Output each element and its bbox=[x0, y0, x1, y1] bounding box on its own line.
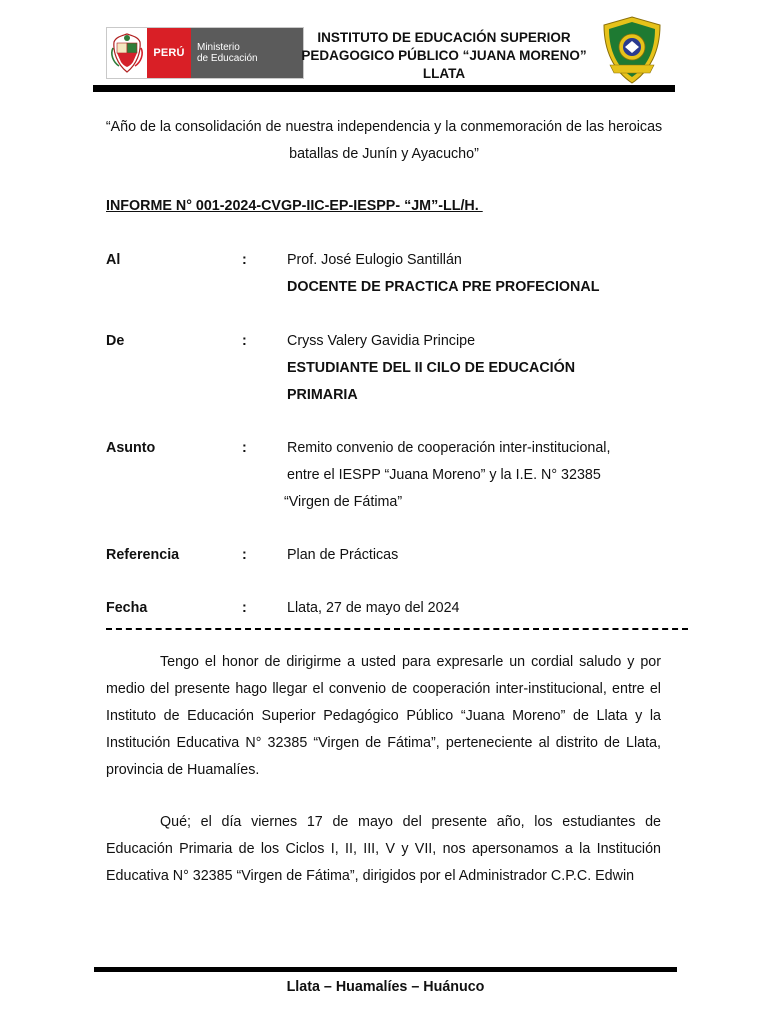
ministry-name-line1: Ministerio bbox=[197, 42, 240, 53]
ministry-logo bbox=[106, 27, 304, 79]
footer-location: Llata – Huamalíes – Huánuco bbox=[286, 979, 485, 995]
field-referencia-colon: : bbox=[242, 547, 247, 563]
field-asunto-label: Asunto bbox=[106, 440, 156, 456]
institution-title-line2: PEDAGOGICO PÚBLICO “JUANA MORENO” bbox=[301, 48, 587, 63]
body-paragraph-1 bbox=[106, 649, 661, 784]
field-al-value bbox=[287, 247, 599, 301]
field-asunto-colon: : bbox=[242, 440, 247, 456]
recipient-role: DOCENTE DE PRACTICA PRE PROFECIONAL bbox=[287, 279, 600, 295]
recipient-name: Prof. José Eulogio Santillán bbox=[287, 252, 462, 268]
sender-role-line1: ESTUDIANTE DEL II CILO DE EDUCACIÓN bbox=[287, 360, 576, 376]
subject-line3: “Virgen de Fátima” bbox=[284, 494, 403, 510]
institution-crest-icon bbox=[600, 15, 664, 85]
field-fecha-value: Llata, 27 de mayo del 2024 bbox=[287, 600, 460, 616]
body-paragraph-2 bbox=[106, 809, 661, 890]
field-de-label: De bbox=[106, 333, 125, 349]
sender-role-line2: PRIMARIA bbox=[287, 387, 358, 403]
field-de-value bbox=[287, 328, 575, 409]
institution-title bbox=[300, 29, 588, 83]
field-referencia-value: Plan de Prácticas bbox=[287, 547, 399, 563]
institution-title-line3: LLATA bbox=[422, 66, 466, 81]
sender-name: Cryss Valery Gavidia Principe bbox=[287, 333, 476, 349]
subject-line1: Remito convenio de cooperación inter-institucional, bbox=[287, 440, 611, 456]
peru-label: PERÚ bbox=[147, 28, 191, 78]
dashed-separator bbox=[106, 628, 688, 630]
field-al-colon: : bbox=[242, 252, 247, 268]
field-referencia-label: Referencia bbox=[106, 547, 180, 563]
ministry-name bbox=[191, 28, 303, 78]
body-paragraph-2-text: Qué; el día viernes 17 de mayo del presente año, los estudiantes de Educación Primaria de los Ciclos I, II, III, V y VII, nos apersonamos a la Institución Educativa N° 32385 “Virgen de Fátima”, dirigidos por el Administrador C.P.C. Edwin bbox=[106, 814, 661, 884]
report-number: INFORME N° 001-2024-CVGP-IIC-EP-IESPP- “JM”-LL/H. bbox=[106, 198, 483, 214]
subject-line2: entre el IESPP “Juana Moreno” y la I.E. N° 32385 bbox=[287, 467, 601, 483]
year-motto: “Año de la consolidación de nuestra independencia y la conmemoración de las heroicas batallas de Junín y Ayacucho” bbox=[105, 119, 663, 162]
field-asunto-value bbox=[284, 435, 611, 516]
field-fecha-label: Fecha bbox=[106, 600, 148, 616]
field-al-label: Al bbox=[106, 252, 121, 268]
field-fecha-colon: : bbox=[242, 600, 247, 616]
institution-title-line1: INSTITUTO DE EDUCACIÓN SUPERIOR bbox=[317, 30, 571, 45]
body-paragraph-1-text: Tengo el honor de dirigirme a usted para expresarle un cordial saludo y por medio del presente hago llegar el convenio de cooperación inter-institucional, entre el Instituto de Educación Superior Pedagógico Público “Juana Moreno” de Llata y la Institución Educativa N° 32385 “Virgen de Fátima”, perteneciente al distrito de Llata, provincia de Huamalíes. bbox=[106, 654, 661, 778]
field-de-colon: : bbox=[242, 333, 247, 349]
footer-divider bbox=[94, 967, 677, 972]
peru-coat-of-arms-icon bbox=[107, 28, 147, 78]
ministry-name-line2: de Educación bbox=[197, 53, 258, 64]
header-divider bbox=[93, 85, 675, 92]
